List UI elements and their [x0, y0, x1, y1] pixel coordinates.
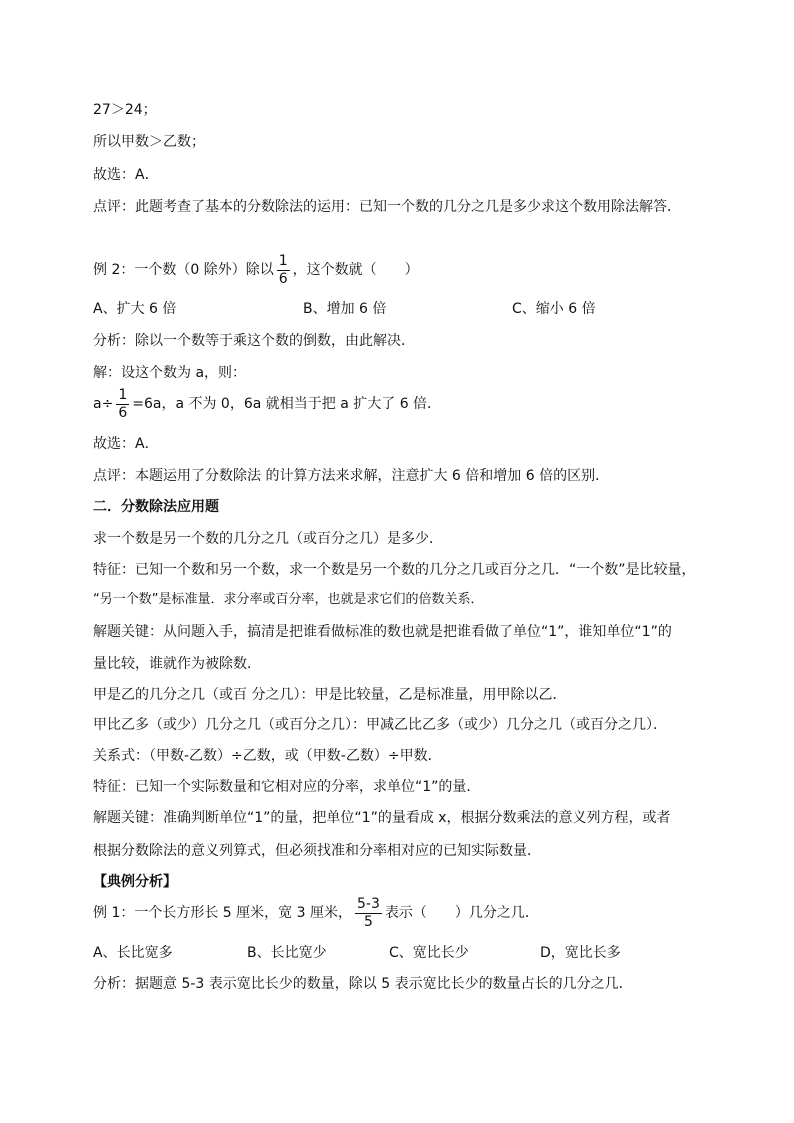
section-heading: 二．分数除法应用题 [93, 499, 219, 515]
text-line: 解题关键：准确判断单位“1”的量，把单位“1”的量看成 x，根据分数乘法的意义列方程，或者 [93, 810, 671, 826]
option-b: B、长比宽少 [247, 945, 327, 961]
option-a: A、长比宽多 [93, 945, 173, 961]
text-line: 特征：已知一个数和另一个数，求一个数是另一个数的几分之几或百分之几．“一个数”是比较量， [93, 562, 696, 578]
text-line: 根据分数除法的意义列算式，但必须找准和分率相对应的已知实际数量． [93, 843, 541, 859]
fraction-numerator: 5-3 [356, 895, 380, 912]
option-c: C、缩小 6 倍 [512, 301, 596, 317]
text-line: 点评：此题考查了基本的分数除法的运用：已知一个数的几分之几是多少求这个数用除法解答． [93, 199, 681, 215]
question-text: 例 1：一个长方形长 5 厘米，宽 3 厘米， [93, 905, 352, 921]
text-line: 甲比乙多（或少）几分之几（或百分之几）：甲减乙比乙多（或少）几分之几（或百分之几）． [93, 717, 667, 733]
example-1-question [93, 895, 714, 931]
question-text: 例 2：一个数（0 除外）除以 [93, 262, 274, 278]
text-line: 故选：A． [93, 167, 159, 183]
fraction-denominator: 6 [118, 404, 128, 421]
example-2-question [93, 252, 714, 288]
fraction [116, 387, 129, 422]
text-line: 解题关键：从问题入手，搞清是把谁看做标准的数也就是把谁看做了单位“1”，谁知单位“1”的 [93, 624, 672, 640]
text-line: 求一个数是另一个数的几分之几（或百分之几）是多少． [93, 531, 443, 547]
fraction-denominator: 6 [278, 270, 288, 287]
question-text: ，这个数就（ ） [292, 262, 419, 278]
text-line: “另一个数”是标准量．求分率或百分率，也就是求它们的倍数关系． [93, 592, 484, 607]
fraction [277, 253, 290, 288]
question-text: 表示（ ）几分之几． [384, 905, 539, 921]
equation-text: a÷ [93, 396, 114, 412]
text-line: 关系式：（甲数-乙数）÷乙数，或（甲数-乙数）÷甲数． [93, 748, 442, 764]
text-line: 甲是乙的几分之几（或百 分之几）：甲是比较量，乙是标准量，用甲除以乙． [93, 687, 567, 703]
text-line: 量比较，谁就作为被除数． [93, 656, 261, 672]
section-heading: 【典例分析】 [93, 874, 177, 890]
text-line: 分析：据题意 5-3 表示宽比长少的数量，除以 5 表示宽比长少的数量占长的几分之几． [93, 976, 633, 992]
text-line: 分析：除以一个数等于乘这个数的倒数，由此解决． [93, 333, 415, 349]
fraction-numerator: 1 [118, 386, 128, 403]
option-b: B、增加 6 倍 [303, 301, 387, 317]
solution-equation [93, 386, 714, 422]
option-c: C、宽比长少 [389, 945, 469, 961]
text-line: 所以甲数＞乙数； [93, 134, 205, 150]
equation-text: =6a，a 不为 0，6a 就相当于把 a 扩大了 6 倍． [132, 396, 442, 412]
option-a: A、扩大 6 倍 [93, 301, 177, 317]
text-line: 点评：本题运用了分数除法 的计算方法来求解，注意扩大 6 倍和增加 6 倍的区别． [93, 468, 610, 484]
fraction-numerator: 1 [278, 252, 288, 269]
text-line: 解：设这个数为 a，则： [93, 365, 247, 381]
text-line: 特征：已知一个实际数量和它相对应的分率，求单位“1”的量． [93, 779, 481, 795]
fraction [355, 896, 382, 931]
fraction-denominator: 5 [363, 913, 373, 930]
option-d: D，宽比长多 [540, 945, 621, 961]
text-line: 故选：A． [93, 436, 159, 452]
text-line: 27＞24； [93, 102, 157, 118]
